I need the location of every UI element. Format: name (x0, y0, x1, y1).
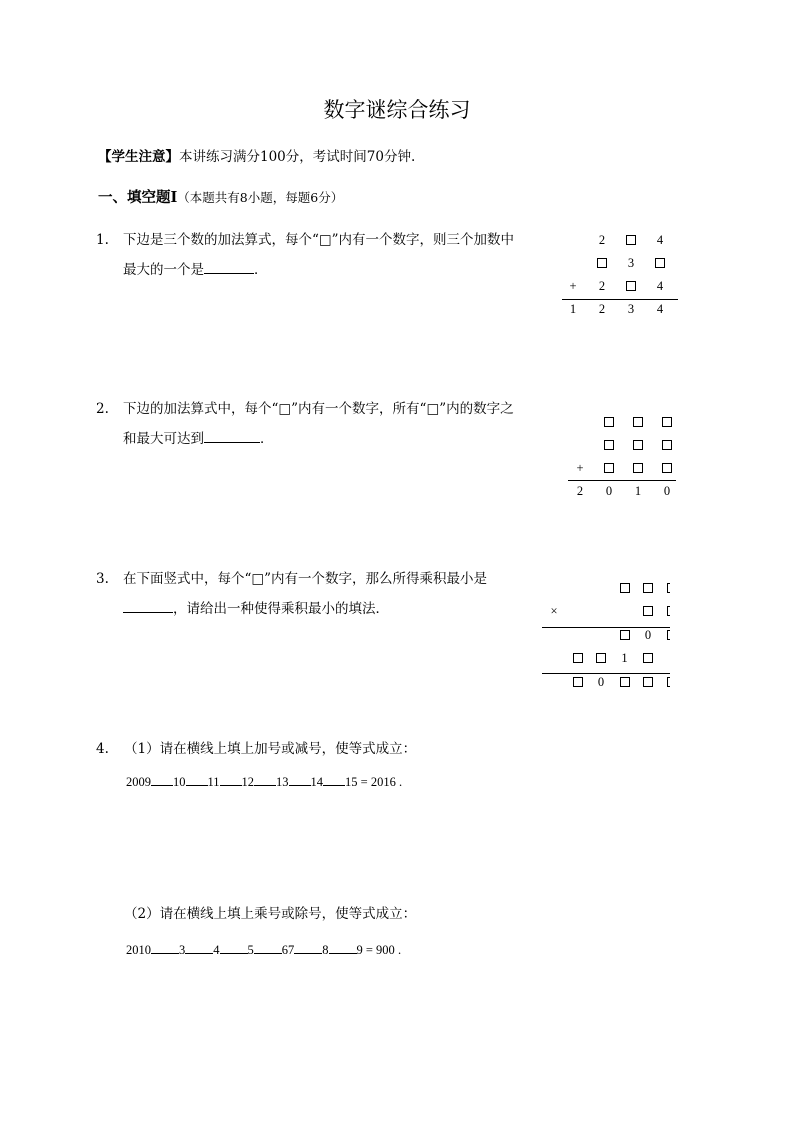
q1-puzzle (562, 228, 678, 323)
q3-puzzle (542, 578, 670, 693)
q1-line2 (123, 255, 268, 285)
q1-line2-pre: 最大的一个是 (123, 262, 204, 278)
q4p2-blank[interactable] (294, 943, 322, 954)
q4p1-term: 13 (276, 775, 289, 789)
q4p1-blank[interactable] (323, 775, 345, 786)
digit-box[interactable] (620, 630, 630, 640)
operator-sign: + (569, 279, 577, 293)
q4-part1-label: （1）请在横线上填上加号或减号，使等式成立： (124, 741, 417, 757)
q4p1-blank[interactable] (254, 775, 276, 786)
digit: 4 (656, 302, 664, 316)
digit-box[interactable] (626, 235, 636, 245)
q4p2-blank[interactable] (185, 943, 213, 954)
q3-line2-post: ，请给出一种使得乘积最小的填法． (173, 601, 389, 617)
digit: 2 (598, 279, 606, 293)
digit: 2 (598, 233, 606, 247)
digit-box[interactable] (573, 677, 583, 687)
q4p2-term: 9 = 900 (356, 943, 395, 957)
digit: 0 (597, 675, 605, 689)
q3-line1: 在下面竖式中，每个“□”内有一个数字，那么所得乘积最小是 (123, 571, 488, 587)
digit: 3 (627, 256, 635, 270)
notice-text: 本讲练习满分100分，考试时间70分钟. (179, 149, 416, 165)
q4p1-term: 10 (173, 775, 186, 789)
q3-number: 3. (96, 571, 109, 587)
q2-line2 (123, 424, 274, 454)
q2-line2-pre: 和最大可达到 (123, 431, 204, 447)
q4p2-blank[interactable] (254, 943, 282, 954)
q4p1-blank[interactable] (289, 775, 311, 786)
q4p1-end: . (398, 775, 403, 789)
q4p2-term: 2010 (126, 943, 151, 957)
q4p1-term: 2009 (126, 775, 151, 789)
q3-line2 (123, 594, 389, 624)
q2-sum-line (568, 480, 676, 481)
digit: 1 (621, 651, 628, 665)
q2-answer-blank[interactable] (204, 428, 260, 443)
q1-line2-post: ． (254, 262, 268, 278)
q4p1-term: 14 (310, 775, 324, 789)
q4-number: 4. (96, 741, 109, 757)
q2-number: 2. (96, 401, 109, 417)
digit: 0 (644, 628, 652, 642)
q1-number: 1. (96, 232, 109, 248)
q4p2-blank[interactable] (151, 943, 179, 954)
digit-box[interactable] (643, 606, 653, 616)
digit: 0 (605, 484, 613, 498)
page-title: 数字谜综合练习 (323, 98, 471, 122)
digit-box[interactable] (667, 630, 671, 640)
digit-box[interactable] (667, 606, 671, 616)
digit-box[interactable] (626, 281, 636, 291)
section-note: （本题共有8小题，每题6分） (177, 190, 344, 205)
digit: 4 (656, 233, 664, 247)
operator-sign: + (576, 461, 584, 475)
q4p2-term: 4 (213, 943, 220, 957)
digit-box[interactable] (633, 417, 643, 427)
q3-answer-blank[interactable] (123, 598, 173, 613)
q4-part2-label: （2）请在横线上填上乘号或除号，使等式成立： (124, 906, 417, 922)
q1-sum-line (562, 299, 678, 300)
digit-box[interactable] (662, 440, 672, 450)
digit: 3 (627, 302, 635, 316)
q4p1-blank[interactable] (220, 775, 242, 786)
q4p2-end: . (397, 943, 402, 957)
q4p2-blank[interactable] (220, 943, 248, 954)
q3-product-line-1 (542, 627, 670, 628)
q4p1-blank[interactable] (151, 775, 173, 786)
digit: 0 (663, 484, 671, 498)
digit-box[interactable] (662, 417, 672, 427)
digit-box[interactable] (662, 463, 672, 473)
q4p1-term: 12 (241, 775, 255, 789)
digit-box[interactable] (633, 463, 643, 473)
digit-box[interactable] (643, 653, 653, 663)
digit-box[interactable] (655, 258, 665, 268)
q4p2-blank[interactable] (329, 943, 357, 954)
q2-line2-post: ． (260, 431, 274, 447)
digit-box[interactable] (573, 653, 583, 663)
digit: 1 (634, 484, 642, 498)
digit-box[interactable] (667, 583, 671, 593)
digit-box[interactable] (633, 440, 643, 450)
q4p2-term: 5 (247, 943, 254, 957)
q2-line1: 下边的加法算式中，每个“□”内有一个数字，所有“□”内的数字之 (123, 401, 514, 417)
digit-box[interactable] (604, 417, 614, 427)
section-label: 一、填空题Ⅰ (98, 189, 178, 206)
student-notice (98, 145, 415, 165)
operator-sign: × (550, 604, 558, 618)
q4-part2-equation (126, 943, 401, 958)
digit-box[interactable] (597, 258, 607, 268)
digit-box[interactable] (604, 440, 614, 450)
digit-box[interactable] (667, 677, 671, 687)
q2-puzzle (568, 410, 676, 505)
digit-box[interactable] (643, 583, 653, 593)
q4p1-blank[interactable] (186, 775, 208, 786)
digit: 2 (576, 484, 584, 498)
digit-box[interactable] (604, 463, 614, 473)
q4p2-term: 67 (281, 943, 295, 957)
q4p1-term: 15 = 2016 (345, 775, 396, 789)
digit: 2 (598, 302, 606, 316)
notice-label: 【学生注意】 (98, 149, 179, 165)
digit-box[interactable] (596, 653, 606, 663)
digit: 4 (656, 279, 664, 293)
q4p2-term: 3 (179, 943, 186, 957)
q4p2-term: 8 (322, 943, 329, 957)
section-header (98, 186, 343, 207)
q3-product-line-2 (542, 673, 670, 674)
digit: 1 (569, 302, 577, 316)
q1-answer-blank[interactable] (204, 259, 254, 274)
digit-box[interactable] (620, 677, 630, 687)
digit-box[interactable] (643, 677, 653, 687)
q1-line1: 下边是三个数的加法算式，每个“□”内有一个数字，则三个加数中 (123, 232, 515, 248)
digit-box[interactable] (620, 583, 630, 593)
q4-part1-equation (126, 775, 402, 790)
q4p1-term: 11 (207, 775, 220, 789)
